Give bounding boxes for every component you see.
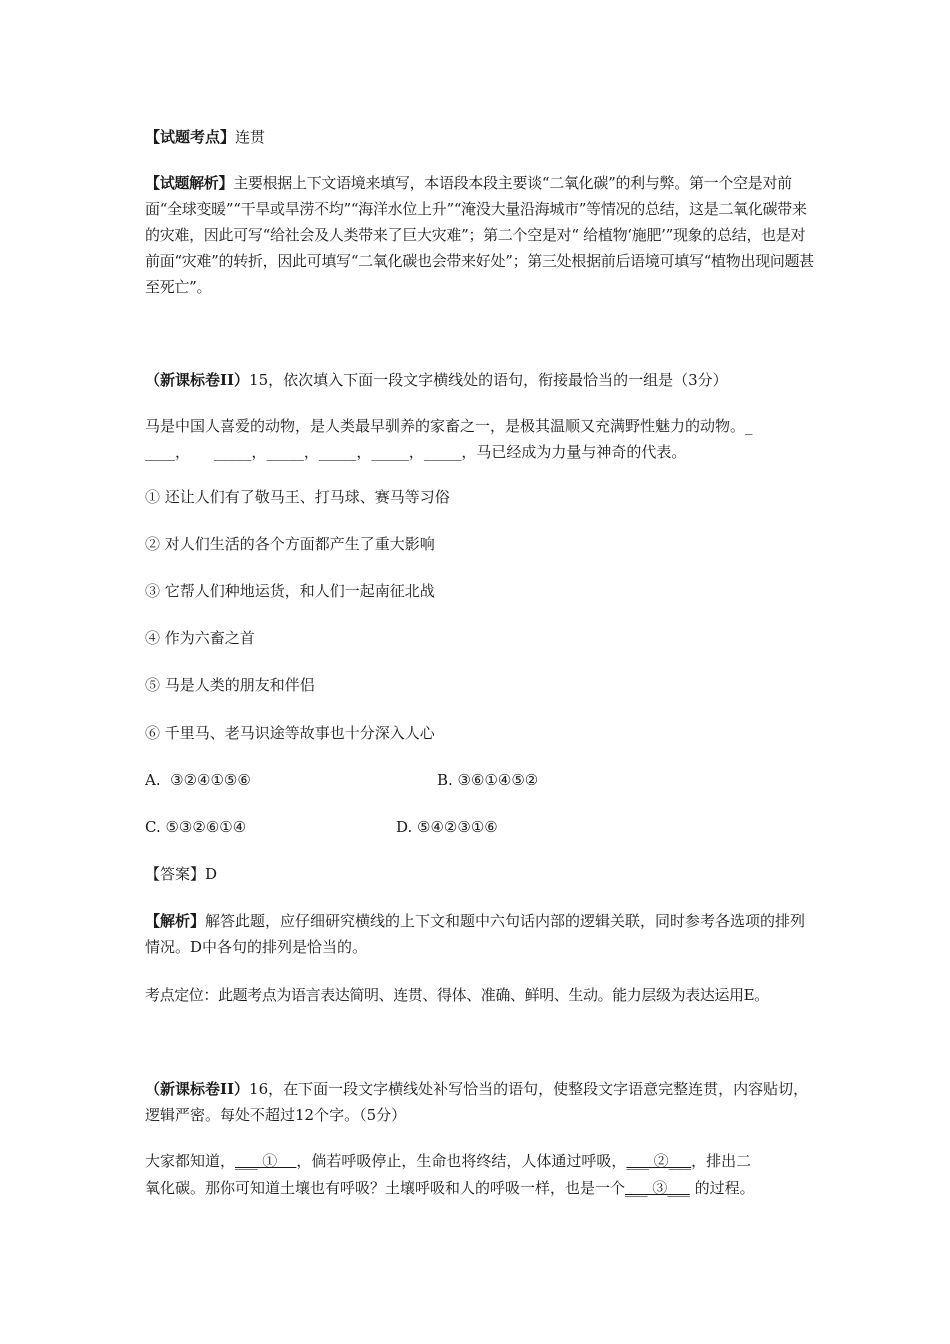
q15-answer	[145, 861, 815, 887]
q15-item-5: ⑤ 马是人类的朋友和伴侣	[145, 676, 315, 694]
q16-passage-line2	[145, 1175, 815, 1201]
q15-option-b: B. ③⑥①④⑤②	[437, 771, 539, 789]
q15-passage-line1: 马是中国人喜爱的动物，是人类最早驯养的家畜之一，是极其温顺又充满野性魅力的动物。_	[145, 417, 753, 435]
q15-analysis	[145, 908, 815, 960]
q15-stem	[145, 367, 815, 393]
q16-passage-line1	[145, 1148, 815, 1174]
q15-item-1: ① 还让人们有了敬马王、打马球、赛马等习俗	[145, 488, 450, 506]
q15-item-3: ③ 它帮人们种地运货，和人们一起南征北战	[145, 582, 435, 600]
q14-analysis-text: 主要根据上下文语境来填写，本语段本段主要谈“二氧化碳”的利与弊。第一个空是对前面“全球变暖”“干旱或旱涝不均”“海洋水位上升”“淹没大量沿海城市”等情况的总结，这是二氧化碳带来的灾难，因此可写“给社会及人类带来了巨大灾难”；第二个空是对“ 给植物‘施肥’”现象的总结，也是对前面“灾难”的转折，因此可填写“二氧化碳也会带来好处”；第三处根据前后语境可填写“植物出现问题甚至死亡”。	[145, 174, 814, 296]
q15-analysis-label: 【解析】	[145, 912, 206, 930]
q14-point-value: 连贯	[235, 128, 266, 146]
q16-p1-a: 大家都知道，	[145, 1152, 236, 1170]
q15-item-4: ④ 作为六畜之首	[145, 629, 255, 647]
q15-passage-line2: ____， _____，_____，_____，_____，_____，马已经成为力量与神奇的代表。	[145, 443, 687, 461]
q16-blank-1: ___ ①	[235, 1152, 297, 1170]
q15-kaodian: 考点定位：此题考点为语言表达简明、连贯、得体、准确、鲜明、生动。能力层级为表达运用E。	[145, 986, 769, 1004]
q16-source: （新课标卷II）	[145, 1080, 250, 1098]
q16-blank-2: ___ ②___	[626, 1152, 692, 1170]
q16-stem	[145, 1076, 815, 1128]
q15-option-d: D. ⑤④②③①⑥	[396, 818, 498, 836]
q15-item-2: ② 对人们生活的各个方面都产生了重大影响	[145, 535, 435, 553]
q15-analysis-text: 解答此题，应仔细研究横线的上下文和题中六句话内部的逻辑关联，同时参考各选项的排列情况。D中各句的排列是恰当的。	[145, 912, 806, 956]
q14-point	[145, 124, 815, 150]
q16-p2-a: 氧化碳。那你可知道土壤也有呼吸？土壤呼吸和人的呼吸一样，也是一个	[145, 1179, 626, 1197]
q15-option-c: C. ⑤③②⑥①④	[145, 818, 247, 836]
q15-option-a: A. ③②④①⑤⑥	[145, 771, 251, 789]
q14-analysis	[145, 170, 815, 300]
q15-answer-label: 【答案】	[145, 865, 206, 883]
q16-stem-text: 16，在下面一段文字横线处补写恰当的语句，使整段文字语意完整连贯，内容贴切，逻辑严密。每处不超过12个字。（5分）	[145, 1080, 809, 1124]
q15-stem-text: 15，依次填入下面一段文字横线处的语句，衔接最恰当的一组是（3分）	[249, 371, 728, 389]
q16-blank-3: ___ ③___	[625, 1179, 690, 1197]
q15-item-6: ⑥ 千里马、老马识途等故事也十分深入人心	[145, 724, 435, 742]
q14-point-label: 【试题考点】	[145, 128, 236, 146]
q16-p1-b: ，倘若呼吸停止，生命也将终结，人体通过呼吸，	[296, 1152, 627, 1170]
q16-p2-b: 的过程。	[689, 1179, 755, 1197]
q14-analysis-label: 【试题解析】	[145, 174, 234, 192]
q16-p1-c: ，排出二	[691, 1152, 752, 1170]
q15-source: （新课标卷II）	[145, 371, 250, 389]
q15-answer-value: D	[205, 865, 218, 883]
